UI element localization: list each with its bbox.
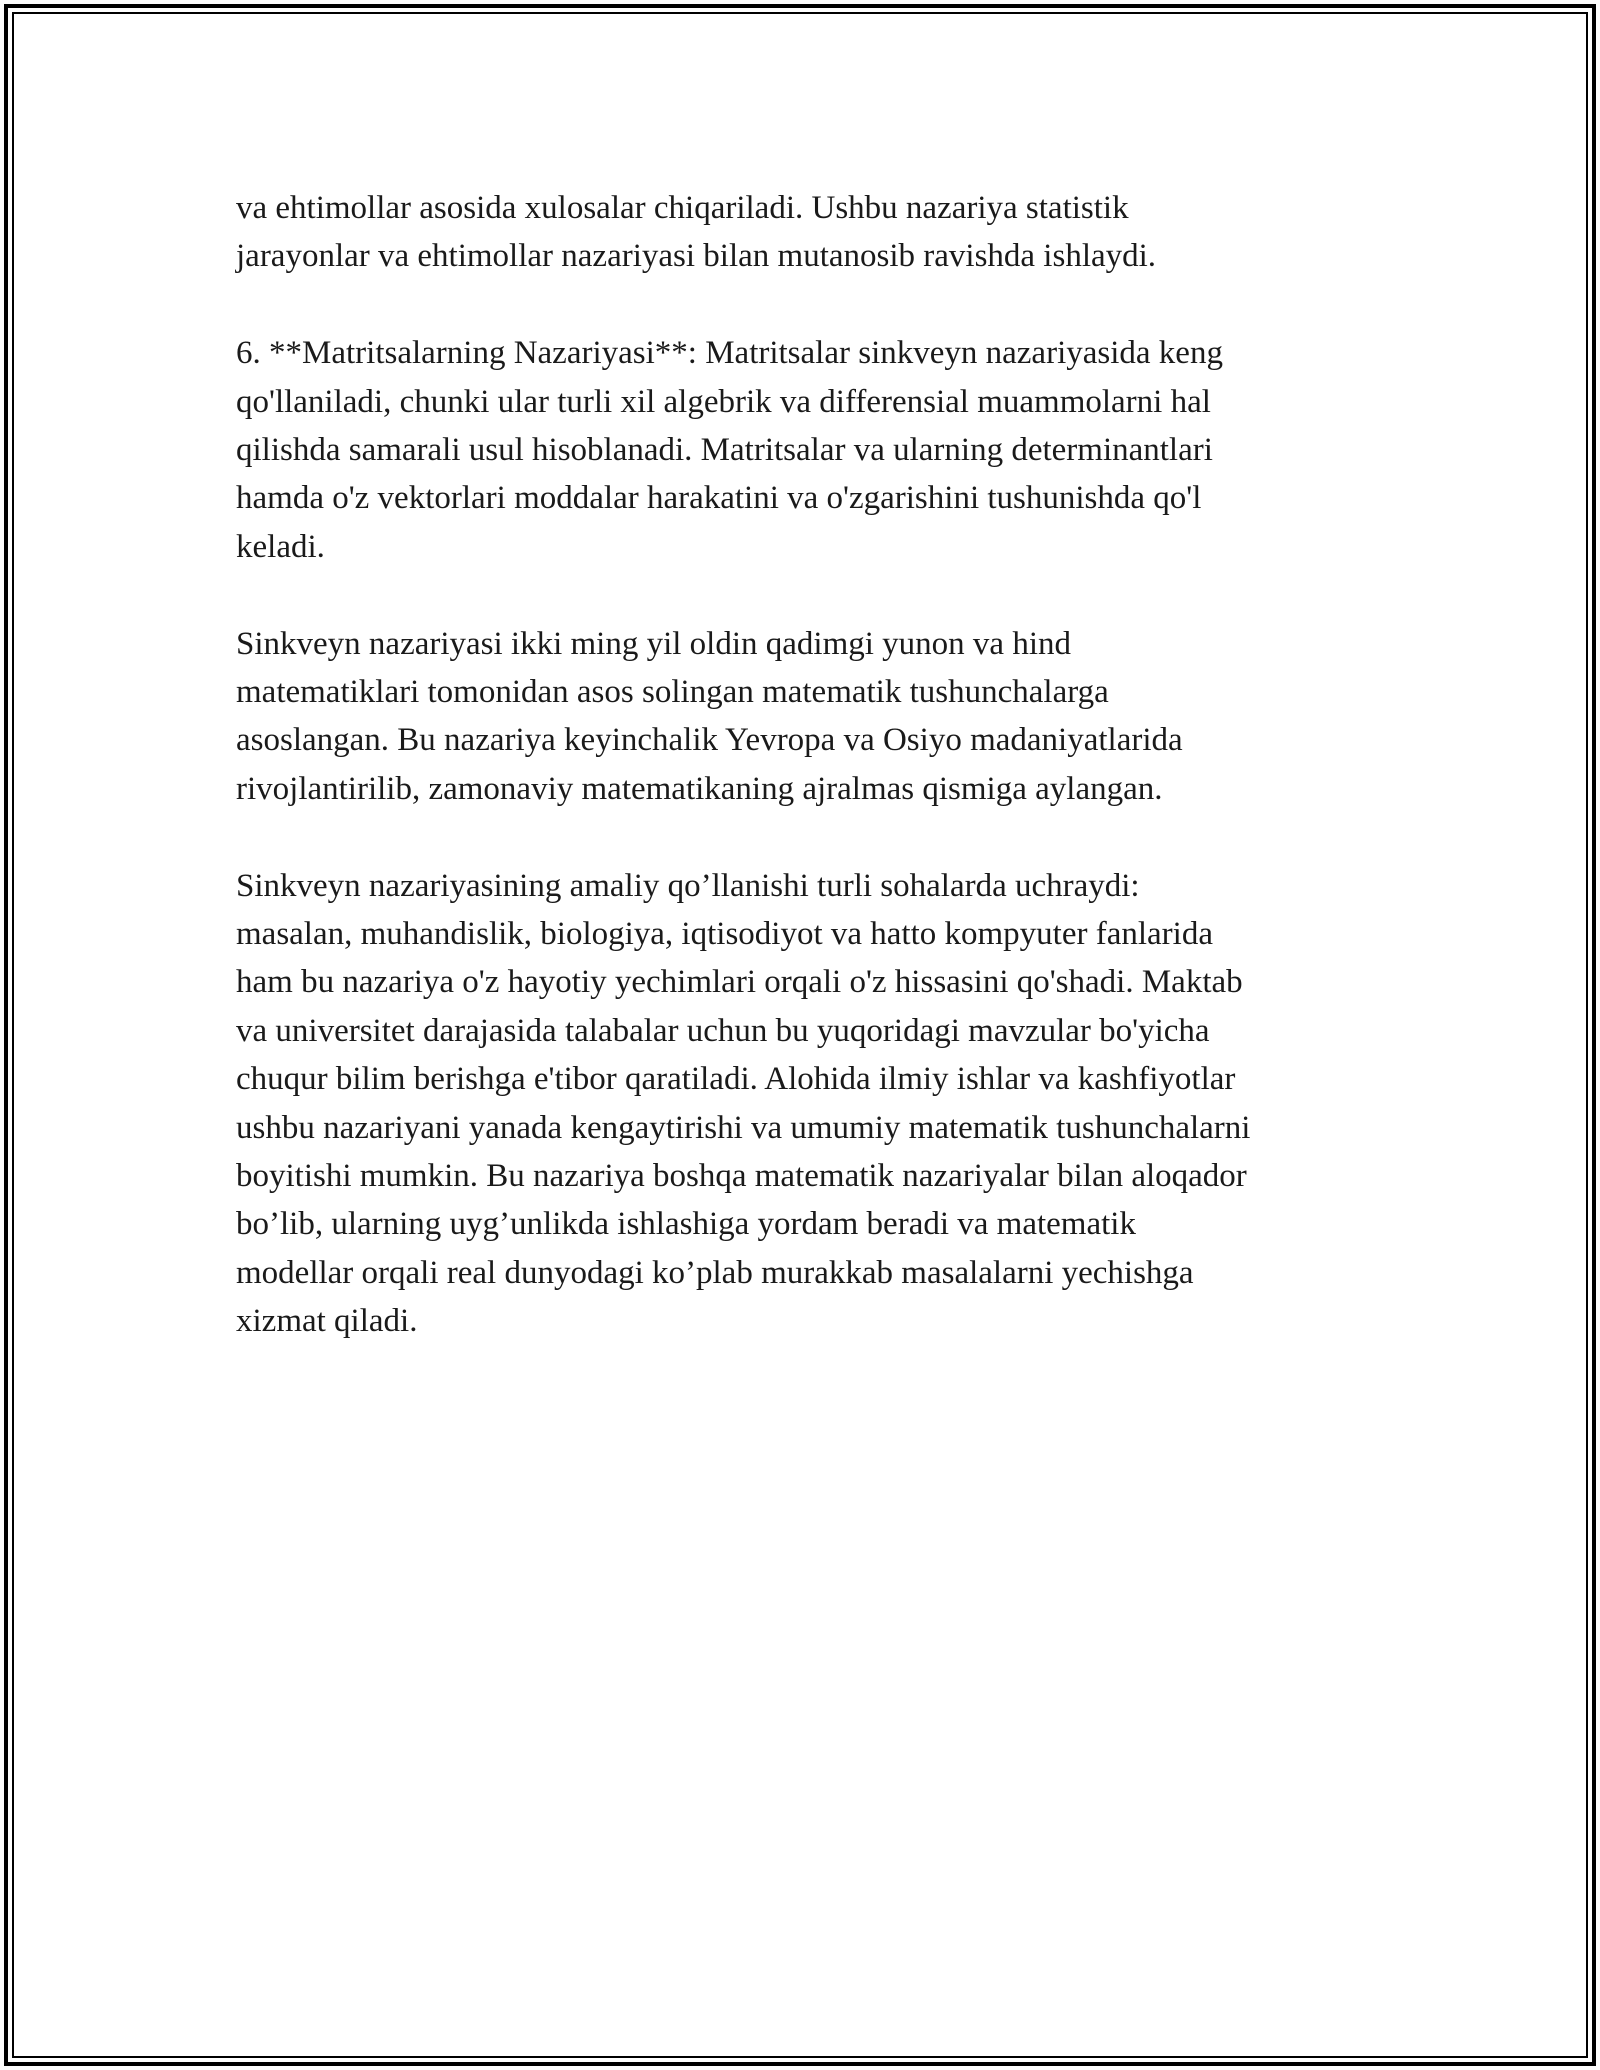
document-body <box>236 184 1386 1394</box>
paragraph-history: Sinkveyn nazariyasi ikki ming yil oldin qadimgi yunon va hind matematiklari tomonidan asos solingan matematik tushunchalarga asoslangan. Bu nazariya keyinchalik Yevropa va Osiyo madaniyatlarida rivojlantirilib, zamonaviy matematikaning ajralmas qismiga aylangan. <box>236 625 1183 807</box>
paragraph-matrix-theory: 6. **Matritsalarning Nazariyasi**: Matritsalar sinkveyn nazariyasida keng qo'llaniladi, chunki ular turli xil algebrik va differensial muammolarni hal qilishda samarali usul hisoblanadi. Matritsalar va ularning determinantlari hamda o'z vektorlari moddalar harakatini va o'zgarishini tushunishda qo'l keladi. <box>236 335 1223 565</box>
paragraph-statistics-continuation: va ehtimollar asosida xulosalar chiqariladi. Ushbu nazariya statistik jarayonlar va ehtimollar nazariyasi bilan mutanosib ravishda ishlaydi. <box>236 190 1157 275</box>
paragraph-applications: Sinkveyn nazariyasining amaliy qo’llanishi turli sohalarda uchraydi: masalan, muhandislik, biologiya, iqtisodiyot va hatto kompyuter fanlarida ham bu nazariya o'z hayotiy yechimlari orqali o'z hissasini qo'shadi. Maktab va universitet darajasida talabalar uchun bu yuqoridagi mavzular bo'yicha chuqur bilim berishga e'tibor qaratiladi. Alohida ilmiy ishlar va kashfiyotlar ushbu nazariyani yanada kengaytirishi va umumiy matematik tushunchalarni boyitishi mumkin. Bu nazariya boshqa matematik nazariyalar bilan aloqador bo’lib, ularning uyg’unlikda ishlashiga yordam beradi va matematik modellar orqali real dunyodagi ko’plab murakkab masalalarni yechishga xizmat qiladi. <box>236 867 1251 1340</box>
